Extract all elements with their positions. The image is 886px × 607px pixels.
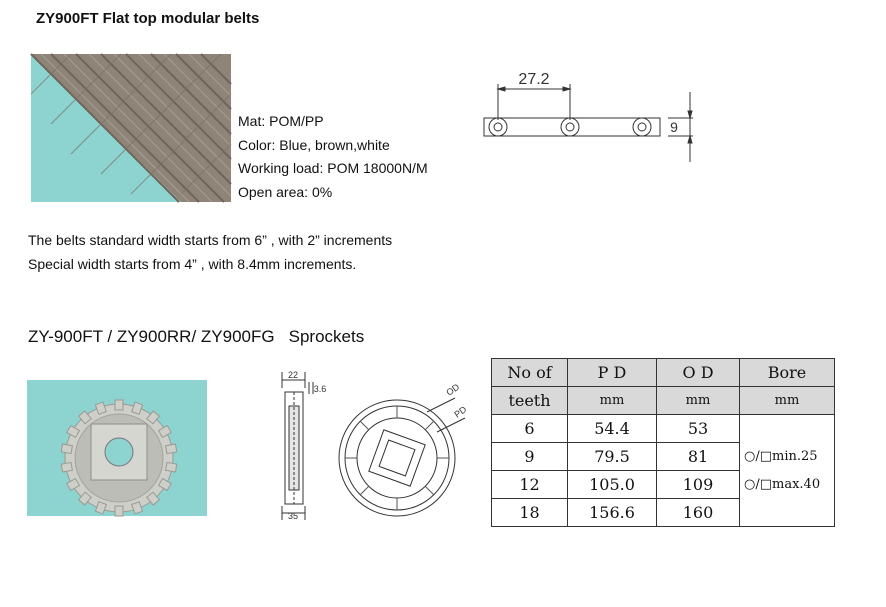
header-cell: mm [740,387,835,415]
table-cell: 109 [657,471,740,499]
header-cell: No of [492,359,568,387]
table-cell: 18 [492,499,568,527]
table-cell: 9 [492,443,568,471]
table-cell: 12 [492,471,568,499]
pitch-label: 27.2 [518,71,550,88]
belt-profile-diagram [478,62,698,178]
header-cell: mm [568,387,657,415]
table-cell: 160 [657,499,740,527]
table-cell: 79.5 [568,443,657,471]
table-cell: 156.6 [568,499,657,527]
table-cell: 105.0 [568,471,657,499]
bottom-dim: 35 [287,511,299,521]
spec-open-area: Open area: 0% [238,183,333,200]
table-header-row [492,359,835,387]
header-cell: mm [657,387,740,415]
spec-color: Color: Blue, brown,white [238,136,390,153]
header-cell: O D [657,359,740,387]
width-dim: 22 [287,370,299,380]
pd-label: PD [452,404,469,420]
table-cell: 6 [492,415,568,443]
sprocket-models: ZY-900FT / ZY900RR/ ZY900FG [28,327,275,346]
spec-material: Mat: POM/PP [238,113,324,129]
table-cell: 54.4 [568,415,657,443]
bore-cell [740,415,835,527]
table-cell: 53 [657,415,740,443]
sprocket-title [28,327,364,347]
sprocket-side-view [265,366,325,522]
sprocket-spec-table [491,358,835,527]
bore-max: ○/□max.40 [744,476,821,492]
spec-working-load: Working load: POM 18000N/M [238,160,428,176]
belt-photo [31,54,231,202]
width-line-standard: The belts standard width starts from 6” , with 2” increments [28,232,393,248]
width-line-special: Special width starts from 4” , with 8.4mm increments. [28,255,357,272]
sprocket-front-view [337,382,477,522]
od-label: OD [444,381,462,398]
hub-dim: 3.6 [313,384,327,394]
table-header-row [492,387,835,415]
belt-title: ZY900FT Flat top modular belts [36,10,260,27]
header-cell: teeth [492,387,568,415]
width-description [28,229,392,276]
bore-min: ○/□min.25 [744,448,818,464]
header-cell: Bore [740,359,835,387]
belt-specs [238,110,428,204]
table-row [492,415,835,443]
table-cell: 81 [657,443,740,471]
sprocket-subtitle: Sprockets [288,327,365,346]
header-cell: P D [568,359,657,387]
sprocket-photo [27,380,207,516]
height-label: 9 [670,119,678,135]
